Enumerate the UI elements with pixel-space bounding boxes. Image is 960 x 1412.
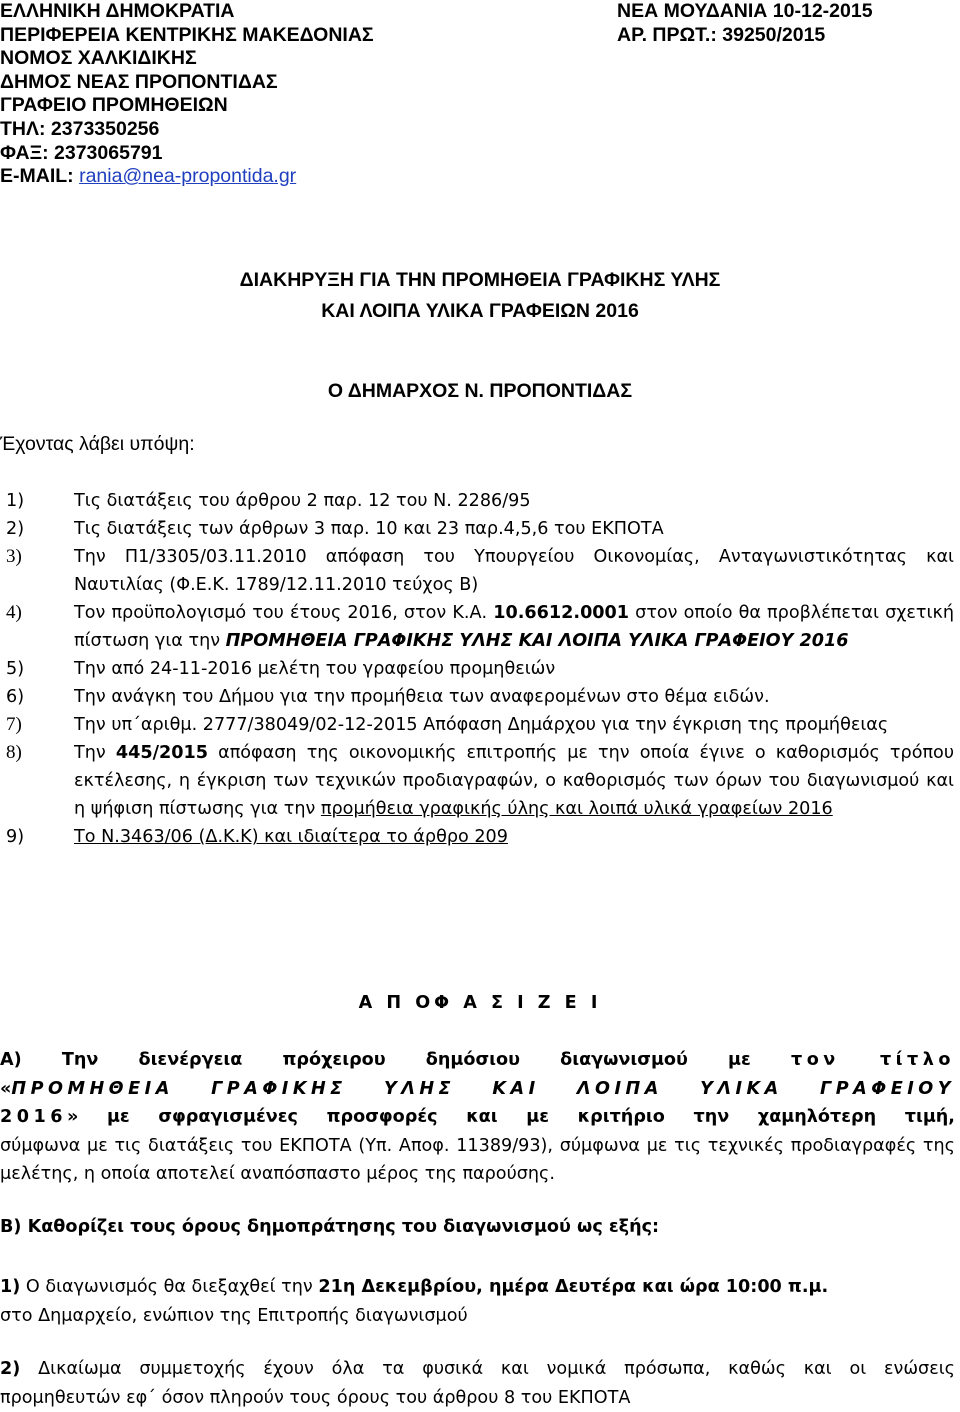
underlined-subject: προμήθεια γραφικής ύλης και λοιπά υλικά γραφείων 2016: [321, 799, 833, 819]
item-number: 4): [6, 599, 74, 655]
list-item: [6, 823, 954, 851]
item-text-part: Την: [74, 743, 116, 763]
decision-number: 445/2015: [116, 743, 208, 763]
header-line: ΔΗΜΟΣ ΝΕΑΣ ΠΡΟΠΟΝΤΙΔΑΣ: [0, 71, 374, 95]
protocol-number: ΑΡ. ΠΡΩΤ.: 39250/2015: [617, 24, 873, 48]
term-2-line-2: προμηθευτών εφ΄ όσον πληρούν τους όρους του άρθρου 8 του ΕΚΠΟΤΑ: [0, 1384, 955, 1412]
ton-word: τον: [791, 1050, 840, 1070]
considering-label: Έχοντας λάβει υπόψη:: [0, 433, 195, 456]
list-item: [6, 655, 954, 683]
paragraph-a: [0, 1046, 955, 1189]
list-item: [6, 739, 954, 823]
header-line: ΝΟΜΟΣ ΧΑΛΚΙΔΙΚΗΣ: [0, 47, 374, 71]
item-text: Τις διατάξεις του άρθρου 2 παρ. 12 του Ν. 2286/95: [74, 487, 954, 515]
paragraph-a-line-2: [0, 1075, 955, 1104]
item-number: 6): [6, 683, 74, 711]
item-text: [74, 739, 954, 823]
list-item: [6, 683, 954, 711]
titlos-word: τίτλο: [880, 1050, 955, 1070]
budget-code: 10.6612.0001: [493, 603, 629, 623]
item-text: [74, 599, 954, 655]
issuer-header: [0, 0, 374, 189]
item-text: Το Ν.3463/06 (Δ.Κ.Κ) και ιδιαίτερα το άρθρο 209: [74, 823, 954, 851]
item-number: 9): [6, 823, 74, 851]
term-1-line-1: [0, 1273, 955, 1302]
term-text: Ο διαγωνισμός θα διεξαχθεί την: [20, 1277, 318, 1297]
decides-text: Α Π ΟΦ Α Σ Ι Ζ Ε Ι: [359, 993, 602, 1013]
header-line: ΕΛΛΗΝΙΚΗ ΔΗΜΟΚΡΑΤΙΑ: [0, 0, 374, 24]
contract-year: 2016: [0, 1107, 67, 1127]
item-number: 7): [6, 711, 74, 739]
mayor-heading: Ο ΔΗΜΑΡΧΟΣ Ν. ΠΡΟΠΟΝΤΙΔΑΣ: [0, 380, 960, 403]
item-text-part: απόφαση της οικονομικής επιτροπής με την οποία έγινε ο καθορισμός τρόπου εκτέλεσης, η έγκριση των τεχνικών προδιαγραφών, ο καθορισμός των όρων του διαγωνισμού και η ψήφιση πίστωσης για την: [74, 743, 954, 819]
decides-heading: [0, 993, 960, 1013]
document-title: [0, 265, 960, 327]
paragraph-a-line-3: [0, 1103, 955, 1132]
date-reference: [617, 0, 873, 47]
item-number: 2): [6, 515, 74, 543]
contract-title: ΠΡΟΜΗΘΕΙΑ ΓΡΑΦΙΚΗΣ ΥΛΗΣ ΚΑΙ ΛΟΙΠΑ ΥΛΙΚΑ ΓΡΑΦΕΙΟΥ: [11, 1079, 955, 1099]
header-line: ΦΑΞ: 2373065791: [0, 142, 374, 166]
header-line: ΠΕΡΙΦΕΡΕΙΑ ΚΕΝΤΡΙΚΗΣ ΜΑΚΕΔΟΝΙΑΣ: [0, 24, 374, 48]
email-link[interactable]: rania@nea-propontida.gr: [79, 165, 296, 187]
quote-open: «: [0, 1079, 11, 1099]
title-line-1: ΔΙΑΚΗΡΥΞΗ ΓΙΑ ΤΗΝ ΠΡΟΜΗΘΕΙΑ ΓΡΑΦΙΚΗΣ ΥΛΗΣ: [0, 265, 960, 296]
term-number: 1): [0, 1277, 20, 1297]
paragraph-b: Β) Καθορίζει τους όρους δημοπράτησης του διαγωνισμού ως εξής:: [0, 1217, 659, 1237]
procurement-title: ΠΡΟΜΗΘΕΙΑ ΓΡΑΦΙΚΗΣ ΥΛΗΣ ΚΑΙ ΛΟΙΠΑ ΥΛΙΚΑ ΓΡΑΦΕΙΟΥ 2016: [226, 631, 849, 651]
item-text-part: Τον προϋπολογισμό του έτους 2016, στον Κ.Α.: [74, 603, 493, 623]
email-line: [0, 165, 374, 189]
item-text-part: στον οποίο θα προβλέπεται σχετική πίστωση για την: [74, 603, 954, 651]
term-text: Δικαίωμα συμμετοχής έχουν όλα τα φυσικά και νομικά πρόσωπα, καθώς και οι ενώσεις: [20, 1359, 955, 1379]
considerations-list: [6, 487, 954, 851]
document-date: ΝΕΑ ΜΟΥΔΑΝΙΑ 10-12-2015: [617, 0, 873, 24]
quote-rest: » με σφραγισμένες προσφορές και με κριτήριο την χαμηλότερη τιμή,: [67, 1107, 955, 1127]
list-item: [6, 711, 954, 739]
email-label: E-MAIL:: [0, 165, 79, 187]
item-number: 5): [6, 655, 74, 683]
list-item: [6, 599, 954, 655]
term-number: 2): [0, 1359, 20, 1379]
item-text: Την Π1/3305/03.11.2010 απόφαση του Υπουργείου Οικονομίας, Ανταγωνιστικότητας και Ναυτιλίας (Φ.Ε.Κ. 1789/12.11.2010 τεύχος Β): [74, 543, 954, 599]
item-number: 3): [6, 543, 74, 599]
item-text: Την ανάγκη του Δήμου για την προμήθεια των αναφερομένων στο θέμα ειδών.: [74, 683, 954, 711]
item-text: Τις διατάξεις των άρθρων 3 παρ. 10 και 23 παρ.4,5,6 του ΕΚΠΟΤΑ: [74, 515, 954, 543]
paragraph-a-lead: Α) Την διενέργεια πρόχειρου δημόσιου διαγωνισμού με: [0, 1050, 751, 1070]
item-text: Την από 24-11-2016 μελέτη του γραφείου προμηθειών: [74, 655, 954, 683]
paragraph-a-rest: σύμφωνα με τις διατάξεις του ΕΚΠΟΤΑ (Υπ. Αποφ. 11389/93), σύμφωνα με τις τεχνικές προδιαγραφές της μελέτης, η οποία αποτελεί αναπόσπαστο μέρος της παρούσης.: [0, 1132, 955, 1189]
term-1: [0, 1273, 955, 1330]
header-line: ΓΡΑΦΕΙΟ ΠΡΟΜΗΘΕΙΩΝ: [0, 94, 374, 118]
list-item: [6, 543, 954, 599]
term-1-line-2: στο Δημαρχείο, ενώπιον της Επιτροπής διαγωνισμού: [0, 1302, 955, 1331]
tender-date: 21η Δεκεμβρίου, ημέρα Δευτέρα και ώρα 10:00 π.μ.: [318, 1277, 828, 1297]
paragraph-a-line-1: [0, 1046, 955, 1075]
term-2: [0, 1355, 955, 1412]
item-number: 8): [6, 739, 74, 823]
header-line: ΤΗΛ: 2373350256: [0, 118, 374, 142]
list-item: [6, 515, 954, 543]
title-line-2: ΚΑΙ ΛΟΙΠΑ ΥΛΙΚΑ ΓΡΑΦΕΙΩΝ 2016: [0, 296, 960, 327]
list-item: [6, 487, 954, 515]
item-number: 1): [6, 487, 74, 515]
item-text: Την υπ΄αριθμ. 2777/38049/02-12-2015 Απόφαση Δημάρχου για την έγκριση της προμήθειας: [74, 711, 954, 739]
term-2-line-1: [0, 1355, 955, 1384]
